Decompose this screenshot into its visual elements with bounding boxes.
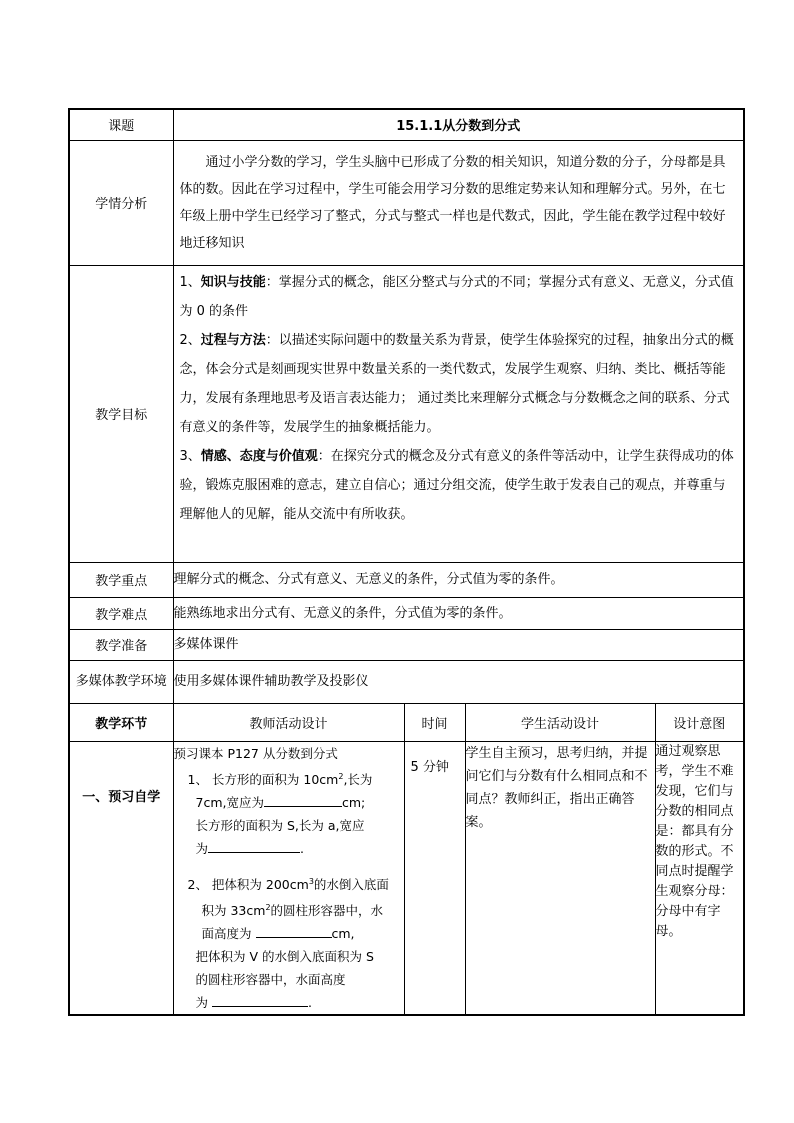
question-2-line-6 [174,991,404,1014]
goal-3-text: ：在探究分式的概念及分式有意义的条件等活动中，让学生获得成功的体验，锻炼克服困难的意志，建立自信心；通过分组交流，使学生敢于发表自己的观点，并尊重与理解他人的见解，能从交流中有所收获。 [179,448,734,522]
analysis-label: 学情分析 [69,140,173,265]
goal-item-2 [174,326,744,442]
question-1-line-2 [174,791,404,814]
q2-sup-b: 2 [265,902,271,912]
goal-1-prefix: 1、 [179,274,201,290]
q2-text-i: 为 [195,994,209,1010]
blank-2[interactable] [208,840,300,853]
goal-1-title: 知识与技能 [200,274,266,290]
lesson-plan [68,108,743,1016]
stage-1-time-cell [404,741,465,1015]
teacher-intro: 预习课本 P127 从分数到分式 [173,745,338,761]
stage-1-row [69,741,744,1015]
lesson-plan-table [68,108,745,1016]
question-1-line-4 [174,837,404,860]
q1-text-c: 7cm,宽应为 [195,794,264,810]
q2-text-d: 的圆柱形容器中，水 [270,902,384,918]
q1-sup: 2 [338,771,344,781]
stage-1-time: 5 分钟 [410,759,449,775]
analysis-row [69,140,744,265]
analysis-text: 通过小学分数的学习，学生头脑中已形成了分数的相关知识，知道分数的分子，分母都是具体的数。因此在学习过程中，学生可能会用学习分数的思维定势来认知和理解分式。另外，在七年级上册中学生已经学习了整式，分式与整式一样也是代数式，因此，学生能在教学过程中较好地迁移知识 [179,154,726,251]
stage-1-teacher-cell [173,741,404,1015]
key-points-text: 理解分式的概念、分式有意义、无意义的条件，分式值为零的条件。 [173,562,744,597]
q1-text-f: 为 [195,840,209,856]
preparation-text: 多媒体课件 [173,629,744,660]
col-teacher: 教师活动设计 [173,703,404,741]
analysis-cell [173,140,744,265]
q2-text-f: cm, [331,925,355,941]
stage-1-student: 学生自主预习，思考归纳，并提问它们与分数有什么相同点和不同点？教师纠正，指出正确答案。 [465,741,655,1015]
q2-text-c: 积为 33cm [201,902,266,918]
col-intent: 设计意图 [655,703,744,741]
question-1-line-3: 长方形的面积为 S,长为 a,宽应 [195,817,365,833]
q2-text-j: . [308,994,312,1010]
blank-3[interactable] [256,925,332,938]
goals-row [69,265,744,562]
difficulties-text: 能熟练地求出分式有、无意义的条件，分式值为零的条件。 [173,597,744,629]
question-1-line-1 [174,765,404,791]
topic-row [69,109,744,140]
question-2-line-3 [174,922,404,945]
q1-text-g: . [300,840,304,856]
column-header-row [69,703,744,741]
q2-text-b: 的水倒入底面 [313,876,389,892]
q1-text-a: 1、 长方形的面积为 10cm [187,771,339,787]
key-points-row [69,562,744,597]
spacer [174,860,404,870]
multimedia-row [69,660,744,703]
key-points-label: 教学重点 [69,562,173,597]
question-2-line-5: 的圆柱形容器中，水面高度 [195,971,346,987]
col-time: 时间 [404,703,465,741]
multimedia-label: 多媒体教学环境 [69,660,173,703]
goals-cell [173,265,744,562]
multimedia-text: 使用多媒体课件辅助教学及投影仪 [173,660,744,703]
stage-1-name: 一、预习自学 [82,789,161,805]
preparation-row [69,629,744,660]
topic-label: 课题 [69,109,173,140]
goal-item-3 [174,442,744,529]
blank-1[interactable] [264,794,342,807]
question-2-line-2 [174,896,404,922]
stage-1-name-cell [69,741,173,1015]
goal-3-title: 情感、态度与价值观 [200,448,318,464]
question-2-line-4: 把体积为 V 的水倒入底面积为 S [195,948,374,964]
goal-2-prefix: 2、 [179,332,201,348]
goal-2-text: ：以描述实际问题中的数量关系为背景，使学生体验探究的过程，抽象出分式的概念，体会分式是刻画现实世界中数量关系的一类代数式，发展学生观察、归纳、类比、概括等能力，发展有条理地思考及语言表达能力； 通过类比来理解分式概念与分数概念之间的联系、分式有意义的条件等，发展学生的抽象概括能力。 [179,332,734,435]
topic-value: 15.1.1从分数到分式 [173,109,744,140]
difficulties-row [69,597,744,629]
goal-1-text: ：掌握分式的概念，能区分整式与分式的不同；掌握分式有意义、无意义，分式值为 0 的条件 [179,274,734,319]
stage-1-intent: 通过观察思考，学生不难发现，它们与分数的相同点是：都具有分数的形式。不同点时提醒学生观察分母：分母中有字母。 [655,741,744,1015]
question-2-line-1 [174,870,404,896]
goals-label: 教学目标 [69,265,173,562]
q2-sup-a: 3 [308,876,314,886]
q2-text-e: 面高度为 [201,925,252,941]
col-student: 学生活动设计 [465,703,655,741]
q1-text-d: cm; [341,794,366,810]
q1-text-b: ,长为 [343,771,373,787]
blank-4[interactable] [212,994,308,1007]
goal-3-prefix: 3、 [179,448,201,464]
goal-2-title: 过程与方法 [200,332,266,348]
preparation-label: 教学准备 [69,629,173,660]
difficulties-label: 教学难点 [69,597,173,629]
col-stage: 教学环节 [69,703,173,741]
q2-text-a: 2、 把体积为 200cm [187,876,309,892]
goal-item-1 [174,268,744,326]
